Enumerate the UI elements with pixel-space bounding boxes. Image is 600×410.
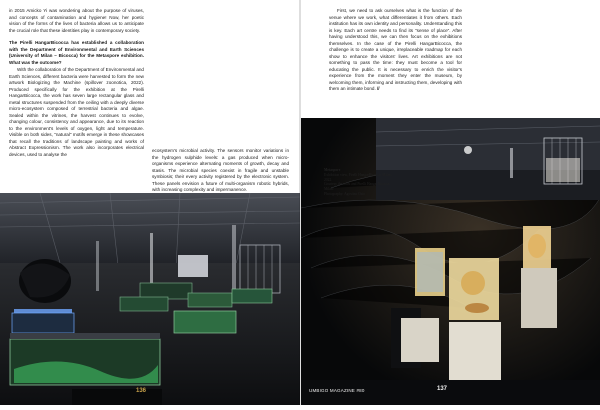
- intro-paragraph: in 2015 Amicko Yi was wondering about the purpose of viruses, and concepts of contamination and hygiene! Now, her poetic vision of the forms of the lives of bacteria allows us to anticipate the crucial role that these identities play in contemporary society.: [9, 8, 144, 33]
- magazine-name: UMBIGO MAGAZINE #80: [309, 388, 365, 393]
- caption-line: Exhibition view, Pirelli HangarBicocca, Milan, 2022.: [324, 172, 392, 182]
- hall-cage-image: [376, 118, 600, 200]
- end-mark: //: [377, 86, 380, 91]
- exhibition-photo-left: [0, 193, 300, 405]
- answer-paragraph-2: First, we need to ask ourselves what is the function of the venue where we work, what differentiates it from others. Each institution has its own identity and personality. Understanding this is key. Each art centre needs to find its "sense of place". After having understood this, we can then focus on the exhibitions themselves. In the case of the Pirelli HangarBicocca, the challenge is to create a unique, irreplaceable roadmap for each show to enhance the visitors' lives. Art exhibitions are not something to pass the time: they must become a tool for educating the public. It is necessary to enrich the visitor's experience from the moment they enter the museum, by welcoming them, informing and instructing them, developing with them an intimate bond.: [329, 8, 462, 91]
- left-column-2: [152, 148, 289, 192]
- caption-line: Photography: Agostino Osio: [324, 191, 365, 196]
- caption-line: Courtesy the artist and Pirelli HangarBicocca, Milan.: [324, 182, 391, 192]
- exhibition-photo-upper-right: [376, 118, 600, 200]
- page-number-left: 136: [136, 388, 147, 394]
- answer-paragraph-1: With the collaboration of the Department of Environmental and Earth Sciences, different bacteria were harvested to form the new artwork Biologizing the Machine (spillover zoonotica, 2022). Produced specifically for the exhibition at the Pirelli HangarBicocca, the work has seven large rectangular glass and metal structures suspended from the ceiling with a deeply diverse micro-ecosystem composed of terrestrial bacteria and algae. Sealed within the vitrines, the harvest continues to evolve, changing colour, consistency and appearance, due to its reaction to the environment's levels of oxygen, light and temperature. Visible on both sides, "natural" motifs emerge in these showcases that recall the traditions of landscape painting and works of Abstract Expressionism. The work also incorporates electrical devices, used to analyse the: [9, 67, 144, 157]
- photo-caption: [324, 168, 396, 197]
- page-number-right: 137: [437, 386, 448, 392]
- spread-fold: [299, 0, 301, 405]
- caption-title: Metaspore: [324, 168, 341, 172]
- right-column: [329, 8, 462, 120]
- left-column-1: [9, 8, 144, 192]
- interview-question-1: The Pirelli HangarBicocca has established a collaboration with the Department of Environmental and Earth Sciences (University of Milan – Bicocca) for the Metaspore exhibition. What was the outcome?: [9, 40, 144, 65]
- hall-vitrines-image: [0, 193, 300, 405]
- answer-paragraph-1-cont: ecosystem's microbial activity. The sensors monitor variations in the hydrogen sulphide levels: a gas produced when micro-organisms experience alternating moments of growth, decay and stasis. The microbial species coexist in fragile and unstable symbiosis; their every activity registered by the electronic system. These panels envision a future of multi-organism robotic hybrids, with increasing complexity and impermanence.: [152, 148, 289, 192]
